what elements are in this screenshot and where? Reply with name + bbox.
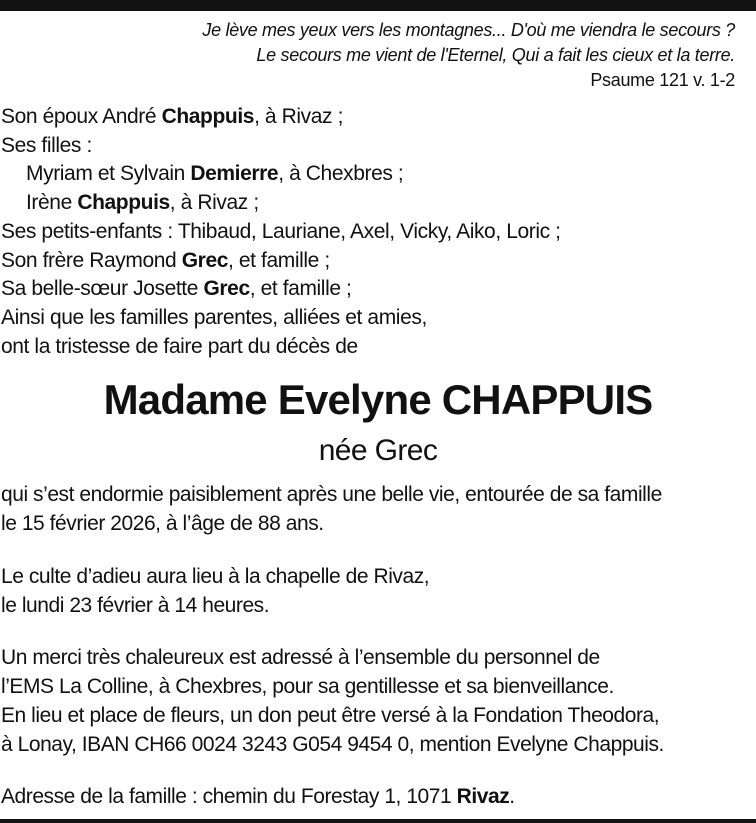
thanks-line-2: l’EMS La Colline, à Chexbres, pour sa gentillesse et sa bienveillance. <box>1 675 614 698</box>
brother-surname: Grec <box>181 248 228 272</box>
thanks-paragraph <box>1 643 751 759</box>
spouse-prefix: Son époux André <box>1 105 162 128</box>
family-daughter-2 <box>1 189 741 218</box>
daughter2-suffix: , à Rivaz ; <box>169 191 259 215</box>
family-daughters-heading: Ses filles : <box>1 133 92 157</box>
sister-in-law-surname: Grec <box>203 277 250 301</box>
thanks-line-1: Un merci très chaleureux est adressé à l’ensemble du personnel de <box>1 646 600 669</box>
family-address <box>1 782 751 811</box>
sister-in-law-prefix: Sa belle-sœur Josette <box>1 277 204 301</box>
address-line <box>1 782 751 811</box>
deceased-name: Madame Evelyne CHAPPUIS <box>103 376 653 423</box>
family-relatives: Ainsi que les familles parentes, alliées et amies, <box>1 305 427 329</box>
family-spouse <box>1 103 741 132</box>
address-locality: Rivaz <box>456 785 510 808</box>
deceased-maiden-name: née Grec <box>318 434 438 467</box>
quote-reference: Psaume 121 v. 1-2 <box>590 70 735 90</box>
family-brother <box>1 247 741 276</box>
daughter2-prefix: Irène <box>26 191 78 215</box>
bottom-rule <box>0 819 756 823</box>
spouse-suffix: , à Rivaz ; <box>254 105 344 128</box>
daughter1-surname: Demierre <box>190 162 279 186</box>
brother-prefix: Son frère Raymond <box>1 248 182 272</box>
thanks-line-3: En lieu et place de fleurs, un don peut être versé à la Fondation Theodora, <box>1 704 660 727</box>
family-list <box>1 103 741 361</box>
address-prefix: Adresse de la famille : chemin du Forestay 1, 1071 <box>1 785 457 808</box>
quote-line-2: Le secours me vient de l'Eternel, Qui a fait les cieux et la terre. <box>256 45 735 65</box>
top-rule <box>0 0 756 11</box>
service-paragraph <box>1 562 751 620</box>
thanks-line-4: à Lonay, IBAN CH66 0024 3243 G054 9454 0, mention Evelyne Chappuis. <box>1 733 664 756</box>
daughter2-surname: Chappuis <box>77 191 170 215</box>
service-line-2: le lundi 23 février à 14 heures. <box>1 594 270 617</box>
family-sister-in-law <box>1 275 741 304</box>
daughter1-prefix: Myriam et Sylvain <box>26 162 191 186</box>
death-paragraph <box>1 480 751 538</box>
death-line-1: qui s’est endormie paisiblement après une belle vie, entourée de sa famille <box>1 483 662 506</box>
address-suffix: . <box>509 785 515 808</box>
sister-in-law-suffix: , et famille ; <box>249 277 352 301</box>
death-line-2: le 15 février 2026, à l’âge de 88 ans. <box>1 512 324 535</box>
spouse-surname: Chappuis <box>161 105 255 128</box>
bible-quote <box>115 18 735 93</box>
service-line-1: Le culte d’adieu aura lieu à la chapelle de Rivaz, <box>1 565 430 588</box>
quote-line-1: Je lève mes yeux vers les montagnes... D'où me viendra le secours ? <box>202 20 735 40</box>
family-daughter-1 <box>1 160 741 189</box>
daughter1-suffix: , à Chexbres ; <box>278 162 404 186</box>
family-grandchildren: Ses petits-enfants : Thibaud, Lauriane, Axel, Vicky, Aiko, Loric ; <box>1 219 561 243</box>
family-announcement: ont la tristesse de faire part du décès de <box>1 334 358 358</box>
brother-suffix: , et famille ; <box>228 248 330 272</box>
